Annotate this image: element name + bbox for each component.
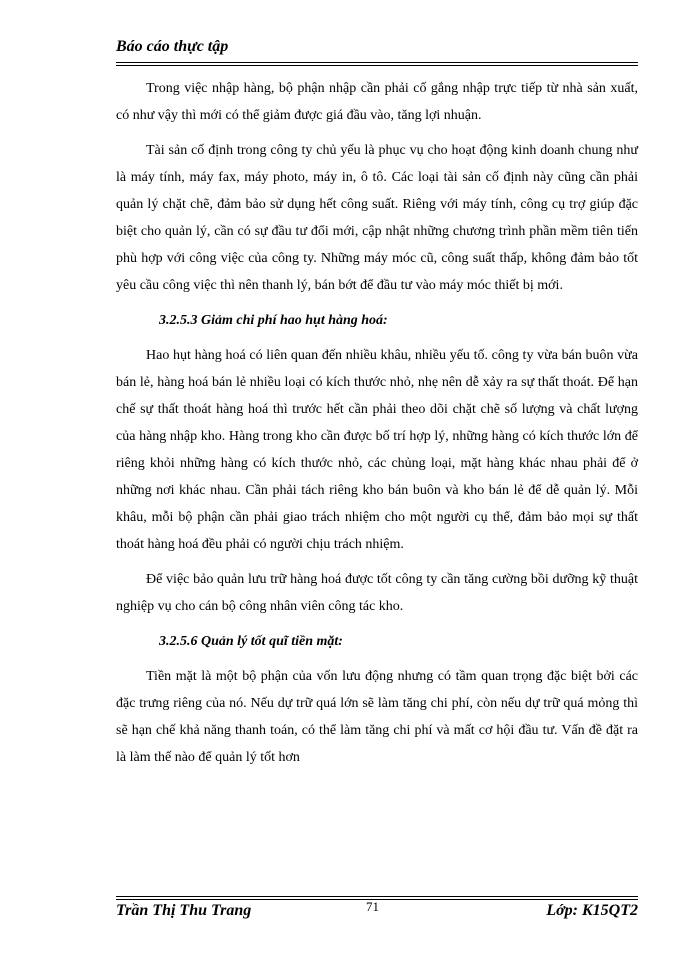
page-number: 71 <box>366 899 379 914</box>
page-header-title: Báo cáo thực tập <box>116 38 229 55</box>
paragraph-warehouse-training: Để việc bảo quản lưu trữ hàng hoá được tốt công ty cần tăng cường bồi dưỡng kỹ thuật nghiệp vụ cho cán bộ công nhân viên công tác kho. <box>116 572 638 614</box>
document-body <box>116 75 638 779</box>
footer-divider <box>116 896 638 897</box>
section-heading-cash-management: 3.2.5.6 Quản lý tốt quĩ tiền mặt: <box>159 634 343 649</box>
paragraph-goods-loss: Hao hụt hàng hoá có liên quan đến nhiều khâu, nhiều yếu tố. công ty vừa bán buôn vừa bán lẻ, hàng hoá bán lẻ nhiều loại có kích thước nhỏ, nhẹ nên dễ xảy ra sự thất thoát. Để hạn chế sự thất thoát hàng hoá thì trước hết cần phải theo dõi chặt chẽ số lượng và chất lượng của hàng nhập kho. Hàng trong kho cần được bố trí hợp lý, những hàng có kích thước lớn để riêng khỏi những hàng có kích thước nhỏ, các chủng loại, mặt hàng khác nhau phải để ở những nơi khác nhau. Cần phải tách riêng kho bán buôn và kho bán lẻ để dễ quản lý. Mỗi khâu, mỗi bộ phận cần phải giao trách nhiệm cho một người cụ thể, đảm bảo mọi sự thất thoát hàng hoá đều phải có người chịu trách nhiệm. <box>116 348 638 552</box>
section-heading-reduce-loss: 3.2.5.3 Giảm chi phí hao hụt hàng hoá: <box>159 313 388 328</box>
footer-author: Trần Thị Thu Trang <box>116 902 252 919</box>
header-divider <box>116 62 638 63</box>
header-divider-secondary <box>116 65 638 66</box>
paragraph-import-goods: Trong việc nhập hàng, bộ phận nhập cần phải cố gắng nhập trực tiếp từ nhà sản xuất, có như vậy thì mới có thể giảm được giá đầu vào, tăng lợi nhuận. <box>116 81 638 123</box>
paragraph-fixed-assets: Tài sản cố định trong công ty chủ yếu là phục vụ cho hoạt động kinh doanh chung như là máy tính, máy fax, máy photo, máy in, ô tô. Các loại tài sản cố định này cũng cần phải quản lý chặt chẽ, đảm bảo sử dụng hết công suất. Riêng với máy tính, công cụ trợ giúp đặc biệt cho quản lý, cần có sự đầu tư đổi mới, cập nhật những chương trình phần mềm tiên tiến phù hợp với công việc của công ty. Những máy móc cũ, công suất thấp, không đảm bảo tốt yêu cầu công việc thì nên thanh lý, bán bớt để đầu tư vào máy móc thiết bị mới. <box>116 143 638 293</box>
footer-class-label: Lớp: K15QT2 <box>546 902 638 919</box>
paragraph-cash: Tiền mặt là một bộ phận của vốn lưu động nhưng có tầm quan trọng đặc biệt bởi các đặc trưng riêng của nó. Nếu dự trữ quá lớn sẽ làm tăng chi phí, còn nếu dự trữ quá mỏng thì sẽ hạn chế khả năng thanh toán, có thể làm tăng chi phí và mất cơ hội đầu tư. Vấn đề đặt ra là làm thế nào để quản lý tốt hơn <box>116 669 638 765</box>
